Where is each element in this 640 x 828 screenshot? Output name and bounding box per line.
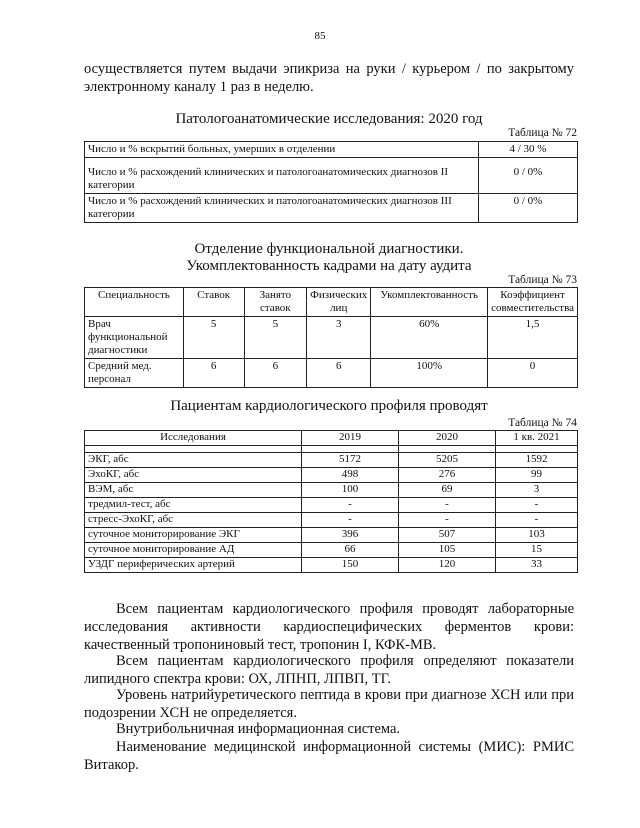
paragraph-information-system: Внутрибольничная информационная система. — [116, 721, 401, 737]
cell: 5 — [244, 317, 307, 359]
row-label: Число и % расхождений клинических и патологоанатомических диагнозов II категории — [85, 158, 479, 194]
cell: 507 — [399, 528, 496, 543]
cell: 1,5 — [488, 317, 578, 359]
cardiology-studies-table — [84, 430, 578, 573]
cell: 276 — [399, 468, 496, 483]
column-header: Физических лиц — [307, 288, 371, 317]
staffing-table — [84, 287, 578, 388]
spacer-row — [85, 446, 578, 453]
page-number: 85 — [314, 30, 326, 42]
cell: 105 — [399, 543, 496, 558]
cell: 498 — [302, 468, 399, 483]
cell: ВЭМ, абс — [85, 483, 302, 498]
cell: 1592 — [496, 453, 578, 468]
cell: 100% — [371, 359, 488, 388]
row-label: Число и % расхождений клинических и патологоанатомических диагнозов III категории — [85, 194, 479, 223]
cell: 0 — [488, 359, 578, 388]
paragraph-lipid-spectrum: Всем пациентам кардиологического профиля определяют показатели липидного спектра крови: ОХ, ЛПНП, ЛПВП, ТГ. — [84, 653, 574, 687]
cell: 6 — [244, 359, 307, 388]
intro-paragraph: осуществляется путем выдачи эпикриза на руки / курьером / по закрытому электронному каналу 1 раз в неделю. — [84, 61, 574, 95]
table-row — [85, 543, 578, 558]
table-row — [85, 158, 578, 194]
column-header: Занято ставок — [244, 288, 307, 317]
table-row — [85, 142, 578, 158]
cell: 5172 — [302, 453, 399, 468]
table-header-row — [85, 431, 578, 446]
cell: 103 — [496, 528, 578, 543]
cell: 100 — [302, 483, 399, 498]
paragraph-natriuretic: Уровень натрийуретического пептида в крови при диагнозе ХСН или при подозрении ХСН не определяется. — [84, 687, 574, 721]
table-row — [85, 528, 578, 543]
cell: 5 — [183, 317, 244, 359]
column-header: 2020 — [399, 431, 496, 446]
cell: стресс-ЭхоКГ, абс — [85, 513, 302, 528]
cell: 396 — [302, 528, 399, 543]
row-label: Число и % вскрытий больных, умерших в отделении — [85, 142, 479, 158]
column-header: Укомплектованность — [371, 288, 488, 317]
cell: Средний мед. персонал — [85, 359, 184, 388]
cell: 5205 — [399, 453, 496, 468]
section-title-cardiology: Пациентам кардиологического профиля проводят — [170, 398, 488, 414]
section-subtitle-staffing: Укомплектованность кадрами на дату аудита — [186, 258, 472, 274]
cell: 150 — [302, 558, 399, 573]
column-header: 1 кв. 2021 — [496, 431, 578, 446]
row-value: 0 / 0% — [479, 158, 578, 194]
cell: ЭКГ, абс — [85, 453, 302, 468]
cell: Врач функциональной диагностики — [85, 317, 184, 359]
column-header: Специальность — [85, 288, 184, 317]
cell: - — [399, 498, 496, 513]
table-header-row — [85, 288, 578, 317]
table-row — [85, 468, 578, 483]
cell: 6 — [183, 359, 244, 388]
cell: - — [302, 498, 399, 513]
table-row — [85, 317, 578, 359]
table-row — [85, 194, 578, 223]
cell: 69 — [399, 483, 496, 498]
column-header: Коэффициент совместительства — [488, 288, 578, 317]
cell: - — [496, 513, 578, 528]
section-title-functional-diagnostics: Отделение функциональной диагностики. — [194, 241, 464, 257]
table-label-74: Таблица № 74 — [508, 417, 577, 429]
column-header: Исследования — [85, 431, 302, 446]
cell: - — [399, 513, 496, 528]
cell: тредмил-тест, абс — [85, 498, 302, 513]
column-header: 2019 — [302, 431, 399, 446]
row-value: 0 / 0% — [479, 194, 578, 223]
table-label-73: Таблица № 73 — [508, 274, 577, 286]
cell: суточное мониторирование ЭКГ — [85, 528, 302, 543]
column-header: Ставок — [183, 288, 244, 317]
cell: 33 — [496, 558, 578, 573]
table-label-72: Таблица № 72 — [508, 127, 577, 139]
cell: 15 — [496, 543, 578, 558]
table-row — [85, 513, 578, 528]
cell: - — [302, 513, 399, 528]
cell: 6 — [307, 359, 371, 388]
cell: 120 — [399, 558, 496, 573]
cell: 3 — [496, 483, 578, 498]
cell: 99 — [496, 468, 578, 483]
table-row — [85, 498, 578, 513]
cell: - — [496, 498, 578, 513]
cell: ЭхоКГ, абс — [85, 468, 302, 483]
table-row — [85, 359, 578, 388]
paragraph-mis-name: Наименование медицинской информационной системы (МИС): РМИС Витакор. — [84, 739, 574, 773]
cell: УЗДГ периферических артерий — [85, 558, 302, 573]
cell: суточное мониторирование АД — [85, 543, 302, 558]
table-row — [85, 558, 578, 573]
row-value: 4 / 30 % — [479, 142, 578, 158]
section-title-pathology: Патологоанатомические исследования: 2020 год — [175, 111, 483, 127]
cell: 66 — [302, 543, 399, 558]
table-row — [85, 483, 578, 498]
paragraph-lab-tests: Всем пациентам кардиологического профиля проводят лабораторные исследования активности кардиоспецифических ферментов крови: качественный тропониновый тест, тропонин I, КФК-МВ. — [84, 601, 574, 653]
cell: 60% — [371, 317, 488, 359]
pathology-table — [84, 141, 578, 223]
cell: 3 — [307, 317, 371, 359]
table-row — [85, 453, 578, 468]
